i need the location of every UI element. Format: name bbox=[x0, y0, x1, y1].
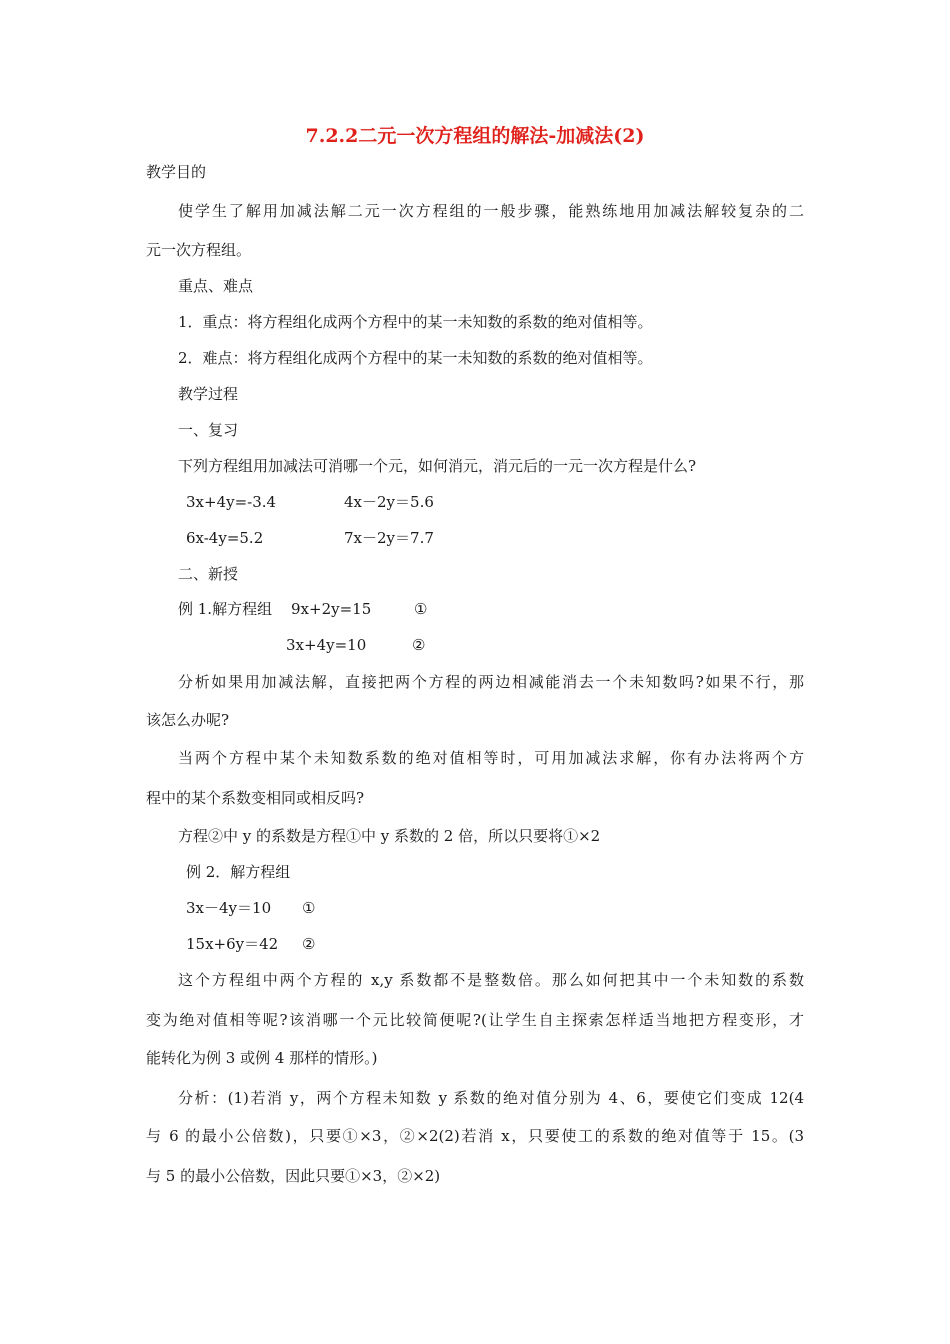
paragraph-line: 分析如果用加减法解，直接把两个方程的两边相减能消去一个未知数吗?如果不行，那 bbox=[178, 673, 804, 691]
paragraph-line: 使学生了解用加减法解二元一次方程组的一般步骤，能熟练地用加减法解较复杂的二 bbox=[178, 202, 804, 220]
paragraph-line: 变为绝对值相等呢?该消哪一个元比较简便呢?(让学生自主探索怎样适当地把方程变形，才 bbox=[146, 1011, 804, 1029]
heading-key-points: 重点、难点 bbox=[178, 277, 254, 295]
equation-marker: ② bbox=[412, 636, 426, 654]
review-question: 下列方程组用加减法可消哪一个元，如何消元，消元后的一元一次方程是什么? bbox=[178, 457, 697, 475]
example-1-label: 例 1.解方程组 bbox=[178, 600, 273, 618]
key-point-2: 2．难点：将方程组化成两个方程中的某一未知数的系数的绝对值相等。 bbox=[178, 349, 653, 367]
equation-marker: ① bbox=[414, 600, 428, 618]
equation: 9x+2y=15 bbox=[291, 600, 372, 618]
equation: 7x－2y＝7.7 bbox=[344, 529, 434, 547]
page-title: 7.2.2二元一次方程组的解法-加减法(2) bbox=[305, 125, 645, 147]
equation-marker: ② bbox=[302, 935, 316, 953]
paragraph-line: 该怎么办呢? bbox=[146, 711, 230, 729]
paragraph-line: 元一次方程组。 bbox=[146, 241, 252, 259]
key-point-1: 1．重点：将方程组化成两个方程中的某一未知数的系数的绝对值相等。 bbox=[178, 313, 653, 331]
paragraph-line: 与 6 的最小公倍数)，只要①×3，②×2(2)若消 x，只要使工的系数的绝对值等于 15。(3 bbox=[146, 1127, 804, 1145]
paragraph-line: 能转化为例 3 或例 4 那样的情形。) bbox=[146, 1049, 378, 1067]
equation: 6x-4y=5.2 bbox=[186, 529, 264, 547]
paragraph-line: 程中的某个系数变相同或相反吗? bbox=[146, 789, 365, 807]
section-review: 一、复习 bbox=[178, 421, 239, 439]
paragraph-line: 与 5 的最小公倍数，因此只要①×3，②×2) bbox=[146, 1167, 441, 1185]
equation: 3x－4y＝10 bbox=[186, 899, 272, 917]
equation-marker: ① bbox=[302, 899, 316, 917]
section-new: 二、新授 bbox=[178, 565, 239, 583]
paragraph-line: 当两个方程中某个未知数系数的绝对值相等时，可用加减法求解，你有办法将两个方 bbox=[178, 749, 804, 767]
equation: 4x－2y＝5.6 bbox=[344, 493, 434, 511]
observation: 方程②中 y 的系数是方程①中 y 系数的 2 倍，所以只要将①×2 bbox=[178, 827, 601, 845]
example-2-label: 例 2．解方程组 bbox=[186, 863, 291, 881]
equation: 3x+4y=-3.4 bbox=[186, 493, 277, 511]
paragraph-line: 分析：(1)若消 y，两个方程未知数 y 系数的绝对值分别为 4、6，要使它们变成 12(4 bbox=[178, 1089, 804, 1107]
equation: 15x+6y＝42 bbox=[186, 935, 279, 953]
paragraph-line: 这个方程组中两个方程的 x,y 系数都不是整数倍。那么如何把其中一个未知数的系数 bbox=[178, 971, 804, 989]
equation: 3x+4y=10 bbox=[286, 636, 367, 654]
heading-process: 教学过程 bbox=[178, 385, 239, 403]
heading-objectives: 教学目的 bbox=[146, 163, 207, 181]
